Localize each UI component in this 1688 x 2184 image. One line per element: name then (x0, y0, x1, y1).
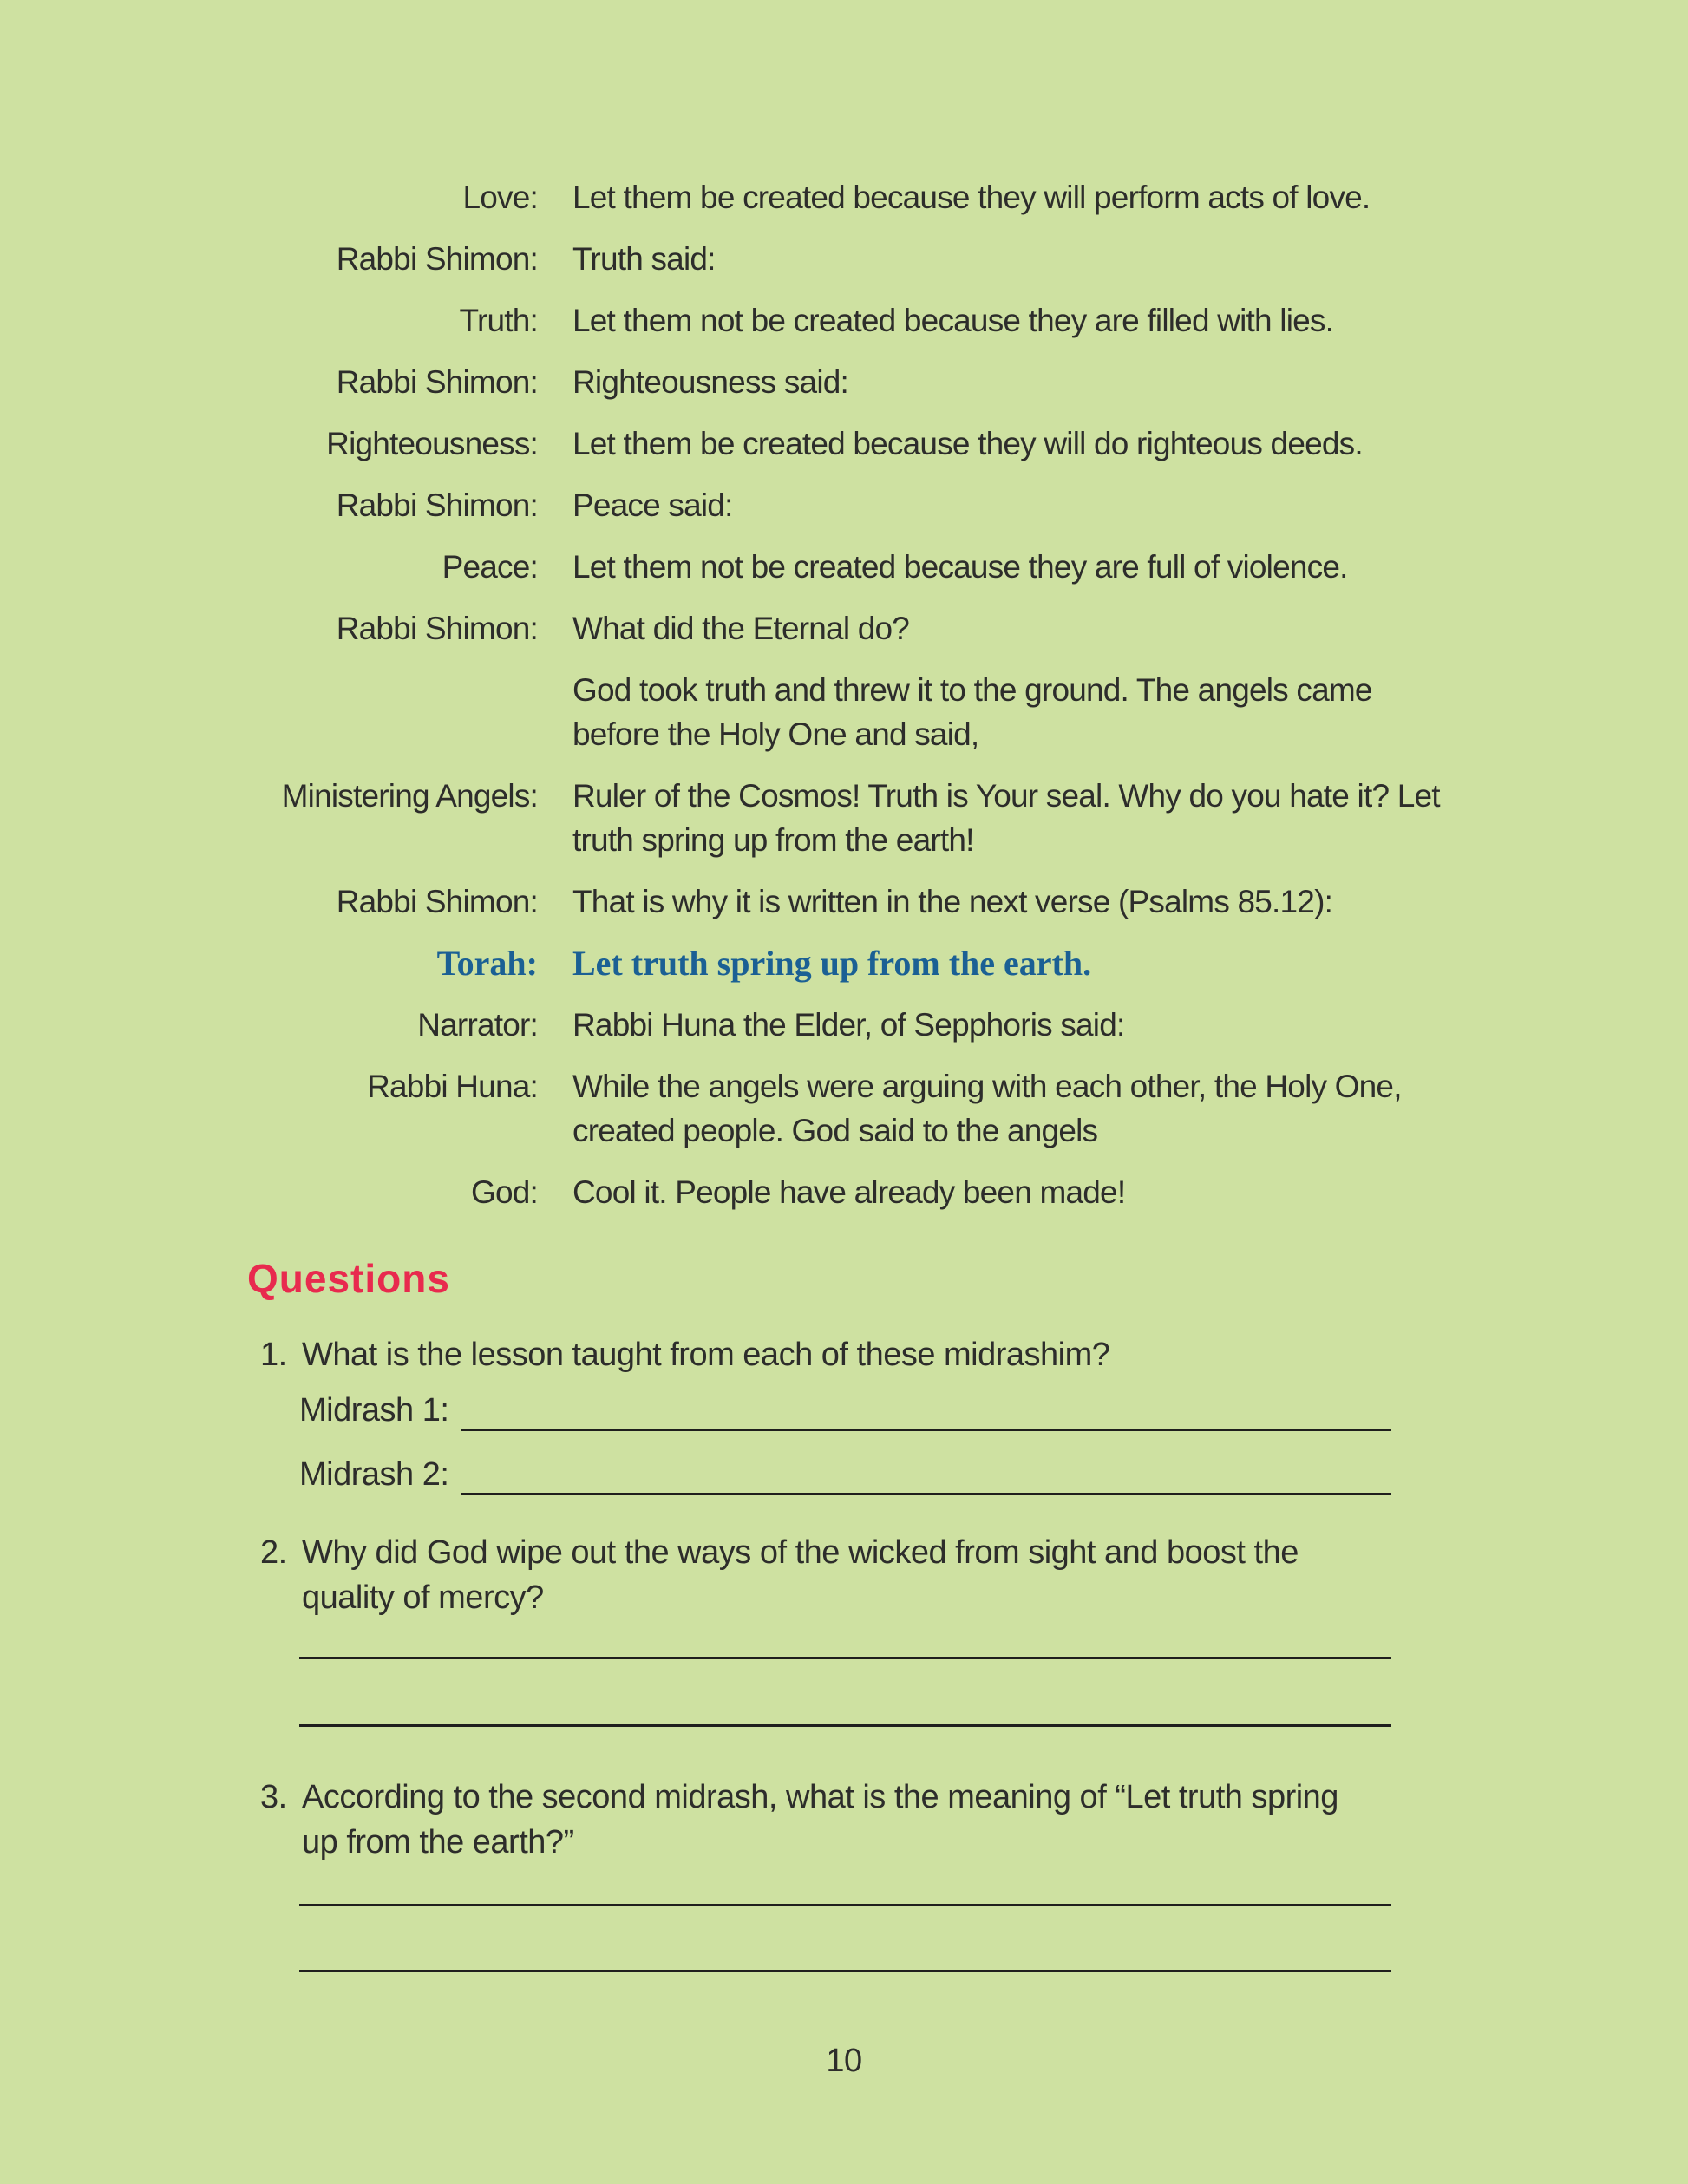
speaker-label: Rabbi Shimon: (336, 241, 538, 277)
dialogue-text: Righteousness said: (572, 364, 848, 400)
question-2-number: 2. (260, 1534, 287, 1571)
speaker-label: Truth: (459, 303, 538, 338)
script-line (0, 545, 1688, 589)
dialogue-text: Ruler of the Cosmos! Truth is Your seal. Why do you hate it? Let truth spring up from the earth! (572, 778, 1440, 858)
dialogue-text: That is why it is written in the next verse (Psalms 85.12): (572, 884, 1333, 919)
question-1-text: What is the lesson taught from each of these midrashim? (302, 1337, 1110, 1373)
midrash-1-answer-line (461, 1390, 1391, 1431)
script-line (0, 606, 1688, 651)
question-3 (260, 1775, 1371, 1865)
question-2-answer-line-2 (299, 1724, 1391, 1727)
script-line (0, 668, 1688, 756)
speaker-label: Rabbi Shimon: (336, 487, 538, 523)
midrash-script-section (0, 175, 1688, 1214)
dialogue-text: While the angels were arguing with each other, the Holy One, created people. God said to the angels (572, 1069, 1402, 1148)
dialogue-text: Let them not be created because they are full of violence. (572, 549, 1348, 585)
speaker-label: Torah: (436, 944, 538, 983)
question-2-text: Why did God wipe out the ways of the wicked from sight and boost the quality of mercy? (302, 1534, 1299, 1616)
dialogue-text: Let them be created because they will perform acts of love. (572, 180, 1371, 215)
speaker-label: Rabbi Huna: (367, 1069, 538, 1104)
script-line (0, 298, 1688, 343)
speaker-label: Righteousness: (326, 426, 538, 461)
midrash-1-label: Midrash 1: (299, 1392, 449, 1429)
script-line-torah-verse (0, 941, 1688, 985)
page-number: 10 (826, 2043, 862, 2079)
speaker-label: Love: (462, 180, 538, 215)
script-line (0, 1170, 1688, 1214)
question-1-number: 1. (260, 1337, 287, 1373)
question-3-text: According to the second midrash, what is the meaning of “Let truth spring up from the earth?” (302, 1779, 1338, 1860)
dialogue-text: Let them not be created because they are filled with lies. (572, 303, 1334, 338)
script-line (0, 1003, 1688, 1047)
speaker-label: Narrator: (417, 1007, 538, 1043)
script-line (0, 774, 1688, 862)
speaker-label (0, 668, 538, 756)
dialogue-text: Peace said: (572, 487, 733, 523)
speaker-label: Ministering Angels: (281, 778, 538, 814)
midrash-2-answer-row (299, 1454, 1391, 1495)
dialogue-text: Cool it. People have already been made! (572, 1174, 1126, 1210)
dialogue-text: Let them be created because they will do righteous deeds. (572, 426, 1363, 461)
questions-section (0, 1256, 1688, 1972)
speaker-label: Rabbi Shimon: (336, 611, 538, 646)
question-1 (260, 1332, 1371, 1377)
script-line (0, 175, 1688, 219)
dialogue-text: Truth said: (572, 241, 716, 277)
question-2 (260, 1530, 1371, 1620)
script-line (0, 483, 1688, 527)
speaker-label: God: (470, 1174, 538, 1210)
torah-verse-text: Let truth spring up from the earth. (572, 944, 1092, 983)
script-line (0, 879, 1688, 924)
speaker-label: Rabbi Shimon: (336, 364, 538, 400)
midrash-1-answer-row (299, 1390, 1391, 1431)
midrash-2-label: Midrash 2: (299, 1456, 449, 1493)
script-line (0, 422, 1688, 466)
script-line (0, 360, 1688, 404)
question-2-answer-line-1 (299, 1657, 1391, 1659)
dialogue-text: What did the Eternal do? (572, 611, 910, 646)
dialogue-text: God took truth and threw it to the ground. The angels came before the Holy One and said, (572, 672, 1372, 752)
questions-heading: Questions (247, 1256, 450, 1301)
question-3-answer-line-2 (299, 1970, 1391, 1972)
midrash-2-answer-line (461, 1455, 1391, 1495)
dialogue-text: Rabbi Huna the Elder, of Sepphoris said: (572, 1007, 1125, 1043)
speaker-label: Rabbi Shimon: (336, 884, 538, 919)
script-line (0, 237, 1688, 281)
speaker-label: Peace: (442, 549, 538, 585)
question-3-answer-line-1 (299, 1904, 1391, 1906)
question-3-number: 3. (260, 1779, 287, 1815)
script-line (0, 1064, 1688, 1153)
